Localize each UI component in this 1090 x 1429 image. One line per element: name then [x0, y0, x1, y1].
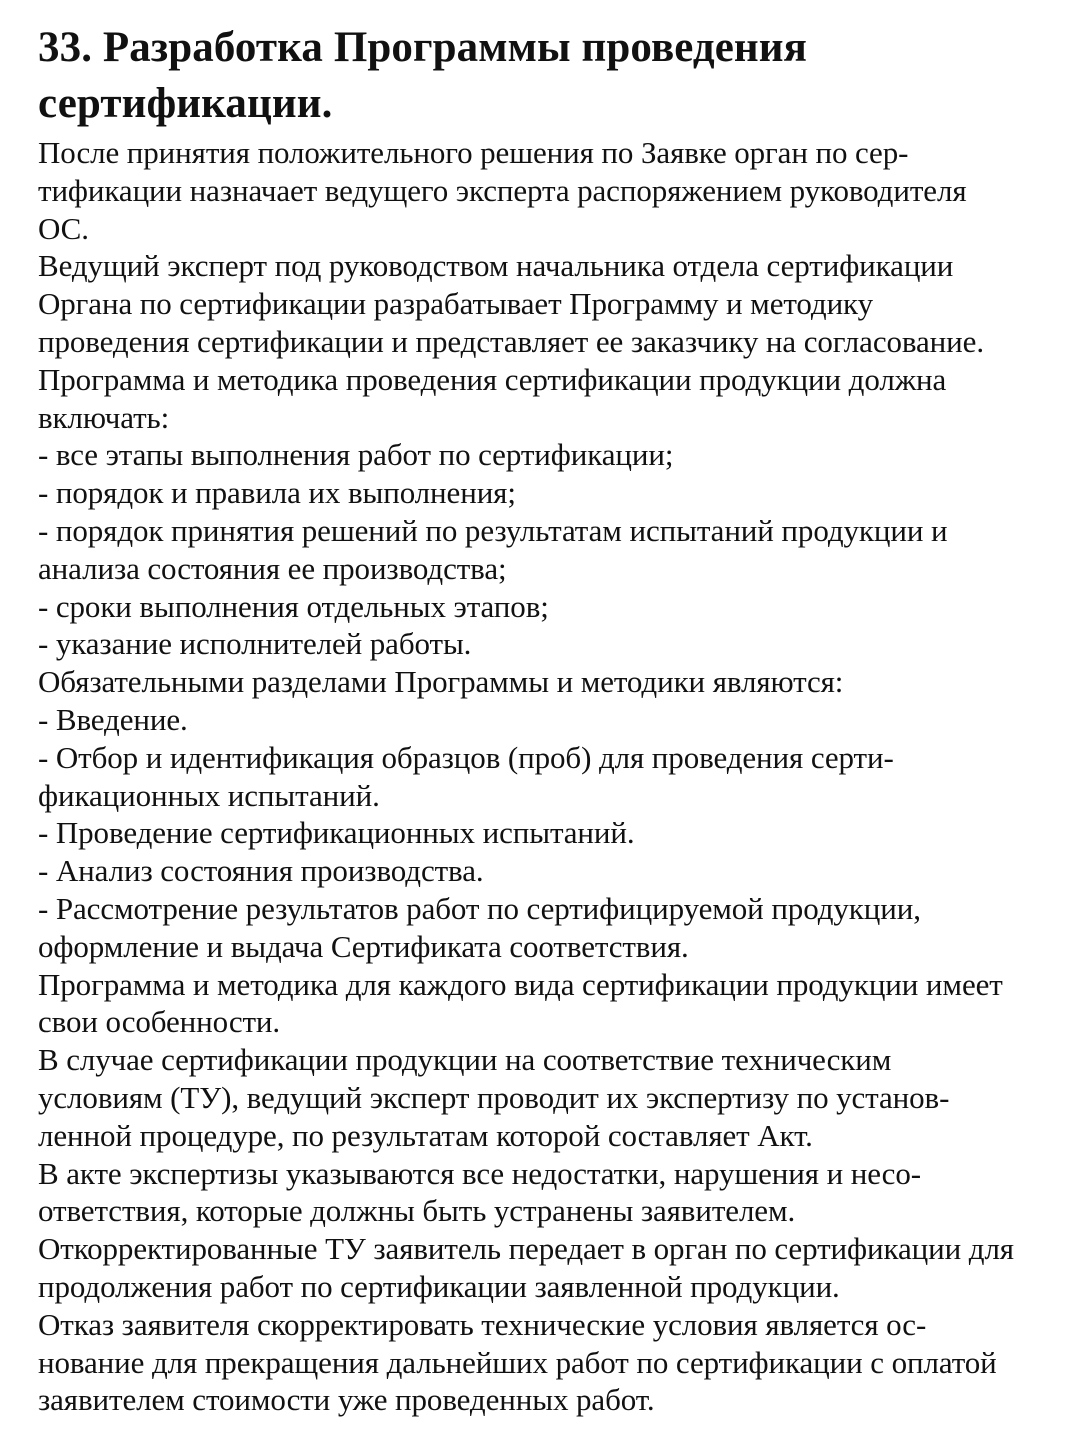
document-page: [38, 20, 1068, 1419]
body-line: Отказ заявителя скорректировать технические условия является ос-: [38, 1306, 927, 1342]
body-line: Обязательными разделами Программы и методики являются:: [38, 664, 844, 700]
body-line: продолжения работ по сертификации заявленной продукции.: [38, 1268, 840, 1304]
body-line: ленной процедуре, по результатам которой составляет Акт.: [38, 1117, 813, 1153]
body-line: Ведущий эксперт под руководством начальника отдела сертификации: [38, 248, 954, 284]
body-line: После принятия положительного решения по Заявке орган по сер-: [38, 135, 909, 170]
title-line: сертификации.: [38, 80, 333, 127]
title-line: 33. Разработка Программы проведения: [38, 24, 808, 71]
body-line: заявителем стоимости уже проведенных работ.: [38, 1382, 655, 1418]
list-item: - Проведение сертификационных испытаний.: [38, 815, 635, 851]
document-body: [38, 134, 1068, 1419]
body-line: проведения сертификации и представляет ее заказчику на согласование.: [38, 323, 984, 359]
list-item: фикационных испытаний.: [38, 777, 380, 813]
list-item: - Отбор и идентификация образцов (проб) для проведения серти-: [38, 739, 894, 775]
body-line: Программа и методика для каждого вида сертификации продукции имеет: [38, 966, 1003, 1002]
list-item: - сроки выполнения отдельных этапов;: [38, 588, 549, 624]
body-line: тификации назначает ведущего эксперта распоряжением руководителя: [38, 172, 967, 208]
body-line: Откорректированные ТУ заявитель передает в орган по сертификации для: [38, 1231, 1014, 1267]
body-line: включать:: [38, 399, 170, 435]
list-item: - порядок и правила их выполнения;: [38, 475, 516, 511]
list-item: - указание исполнителей работы.: [38, 626, 472, 662]
list-item: - все этапы выполнения работ по сертификации;: [38, 437, 674, 473]
body-line: В акте экспертизы указываются все недостатки, нарушения и несо-: [38, 1155, 921, 1191]
body-line: В случае сертификации продукции на соответствие техническим: [38, 1042, 892, 1078]
body-line: свои особенности.: [38, 1004, 281, 1040]
list-item: - Введение.: [38, 701, 188, 737]
list-item: - Анализ состояния производства.: [38, 853, 484, 889]
list-item: анализа состояния ее производства;: [38, 550, 507, 586]
list-item: - Рассмотрение результатов работ по сертифицируемой продукции,: [38, 890, 921, 926]
body-line: Органа по сертификации разрабатывает Программу и методику: [38, 286, 873, 322]
body-line: условиям (ТУ), ведущий эксперт проводит их экспертизу по установ-: [38, 1079, 950, 1115]
body-line: ответствия, которые должны быть устранены заявителем.: [38, 1193, 796, 1229]
body-line: нование для прекращения дальнейших работ по сертификации с оплатой: [38, 1344, 997, 1380]
list-item: - порядок принятия решений по результатам испытаний продукции и: [38, 512, 948, 548]
body-line: Программа и методика проведения сертификации продукции должна: [38, 361, 947, 397]
body-line: ОС.: [38, 210, 89, 246]
list-item: оформление и выдача Сертификата соответствия.: [38, 928, 689, 964]
document-title: [38, 20, 1068, 132]
